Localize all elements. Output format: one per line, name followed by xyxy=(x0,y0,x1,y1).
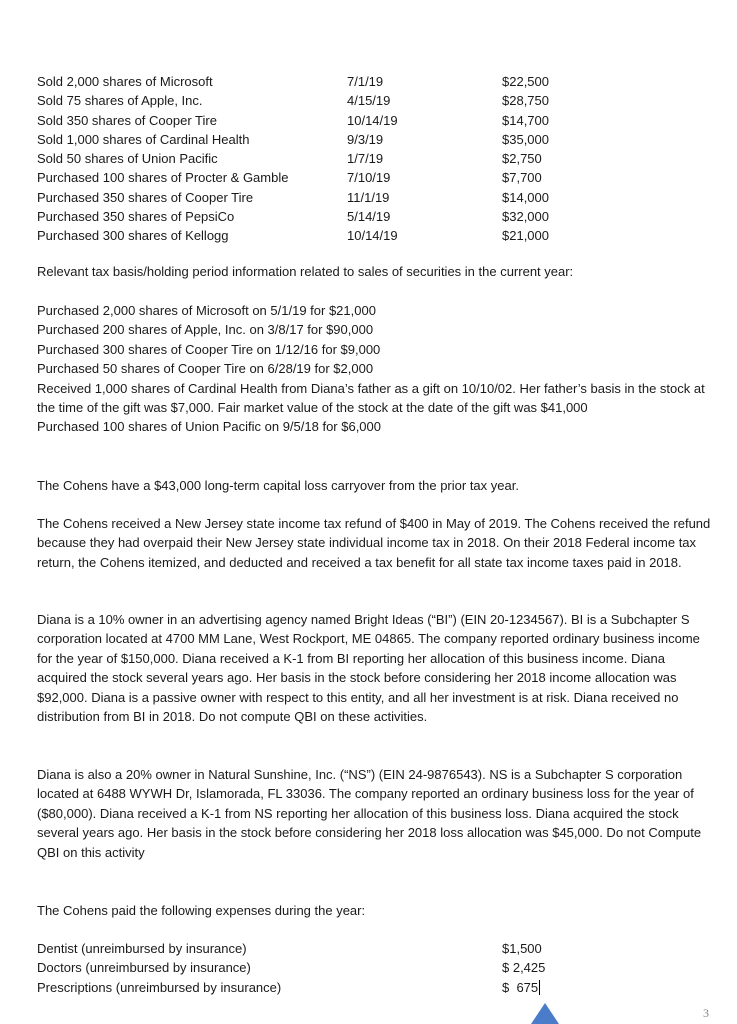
carryover-paragraph: The Cohens have a $43,000 long-term capital loss carryover from the prior tax year. xyxy=(37,478,519,493)
page-navigation-marker-icon[interactable] xyxy=(531,1003,559,1024)
expense-row xyxy=(37,939,597,958)
natural-sunshine-block xyxy=(37,765,712,862)
table-row xyxy=(37,168,597,187)
transaction-amount: $2,750 xyxy=(502,151,542,167)
table-row xyxy=(37,130,597,149)
transaction-amount: $35,000 xyxy=(502,131,549,147)
expenses-table xyxy=(37,939,597,997)
transaction-date: 10/14/19 xyxy=(347,228,398,244)
transaction-description: Purchased 350 shares of Cooper Tire xyxy=(37,189,254,205)
transaction-amount: $14,000 xyxy=(502,189,549,205)
transaction-description: Purchased 100 shares of Procter & Gamble xyxy=(37,170,289,186)
basis-line: Received 1,000 shares of Cardinal Health from Diana’s father as a gift on 10/10/02. Her father’s basis in the stock at the time of the gift was $7,000. Fair market value of the stock at the date of the gift was $41,000 xyxy=(37,380,705,416)
basis-line: Purchased 200 shares of Apple, Inc. on 3/8/17 for $90,000 xyxy=(37,322,374,338)
transaction-amount: $22,500 xyxy=(502,74,549,89)
basis-list xyxy=(37,301,712,437)
table-row xyxy=(37,207,597,226)
transaction-date: 4/15/19 xyxy=(347,93,391,109)
transaction-description: Sold 1,000 shares of Cardinal Health xyxy=(37,131,250,147)
basis-line: Purchased 100 shares of Union Pacific on 9/5/18 for $6,000 xyxy=(37,419,381,435)
expense-description: Dentist (unreimbursed by insurance) xyxy=(37,941,247,956)
transaction-description: Sold 50 shares of Union Pacific xyxy=(37,151,218,167)
transaction-description: Sold 2,000 shares of Microsoft xyxy=(37,74,213,89)
transaction-amount: $28,750 xyxy=(502,93,549,109)
basis-line: Purchased 300 shares of Cooper Tire on 1/12/16 for $9,000 xyxy=(37,341,381,357)
expense-row xyxy=(37,958,597,977)
expense-amount: $ 2,425 xyxy=(502,960,546,976)
transaction-date: 7/1/19 xyxy=(347,74,384,89)
expense-row xyxy=(37,978,597,997)
transaction-amount: $7,700 xyxy=(502,170,542,186)
expenses-heading-block xyxy=(37,901,712,920)
transaction-amount: $21,000 xyxy=(502,228,549,244)
transaction-description: Purchased 300 shares of Kellogg xyxy=(37,228,229,244)
bright-ideas-block xyxy=(37,610,712,726)
securities-transactions-table xyxy=(37,72,597,246)
bright-ideas-paragraph: Diana is a 10% owner in an advertising agency named Bright Ideas (“BI”) (EIN 20-1234567). BI is a Subchapter S corporation located at 4700 MM Lane, West Rockport, ME 04865. The company reported ordinary business income for the year of $150,000. Diana received a K-1 from BI reporting her allocation of this business income. Diana acquired the stock several years ago. Her basis in the stock before considering her 2018 income allocation was $92,000. Diana is a passive owner with respect to this entity, and all her investment is at risk. Diana received no distribution from BI in 2018. Do not compute QBI on these activities. xyxy=(37,612,700,725)
natural-sunshine-paragraph: Diana is also a 20% owner in Natural Sunshine, Inc. (“NS”) (EIN 24-9876543). NS is a Subchapter S corporation located at 6488 WYWH Dr, Islamorada, FL 33036. The company reported an ordinary business loss for the year of ($80,000). Diana received a K-1 from NS reporting her allocation of this business loss. Diana acquired the stock several years ago. Her basis in the stock before considering her 2018 loss allocation was $45,000. Do not Compute QBI on this activity xyxy=(37,767,702,860)
page-number: 3 xyxy=(703,1006,709,1020)
expenses-heading: The Cohens paid the following expenses during the year: xyxy=(37,903,366,918)
basis-line: Purchased 2,000 shares of Microsoft on 5/1/19 for $21,000 xyxy=(37,303,376,318)
expense-description: Doctors (unreimbursed by insurance) xyxy=(37,960,251,976)
transaction-date: 5/14/19 xyxy=(347,209,391,225)
basis-line: Purchased 50 shares of Cooper Tire on 6/28/19 for $2,000 xyxy=(37,361,374,377)
refund-block xyxy=(37,514,712,572)
transaction-amount: $32,000 xyxy=(502,209,549,225)
transaction-date: 10/14/19 xyxy=(347,112,398,128)
table-row xyxy=(37,226,597,245)
refund-paragraph: The Cohens received a New Jersey state income tax refund of $400 in May of 2019. The Cohens received the refund because they had overpaid their New Jersey state individual income tax in 2018. On their 2018 Federal income tax return, the Cohens itemized, and deducted and received a tax benefit for all state tax income taxes paid in 2018. xyxy=(37,516,711,570)
transaction-date: 1/7/19 xyxy=(347,151,384,167)
expense-description: Prescriptions (unreimbursed by insurance) xyxy=(37,979,282,995)
expense-amount: $1,500 xyxy=(502,941,542,956)
basis-heading-block xyxy=(37,262,712,281)
text-cursor xyxy=(539,980,540,995)
transaction-date: 7/10/19 xyxy=(347,170,391,186)
table-row xyxy=(37,149,597,168)
table-row xyxy=(37,91,597,110)
expense-amount-with-cursor[interactable] xyxy=(502,978,540,997)
transaction-date: 9/3/19 xyxy=(347,131,384,147)
transaction-description: Purchased 350 shares of PepsiCo xyxy=(37,209,235,225)
table-row xyxy=(37,188,597,207)
transaction-date: 11/1/19 xyxy=(347,189,390,205)
table-row xyxy=(37,72,597,91)
basis-heading: Relevant tax basis/holding period information related to sales of securities in the current year: xyxy=(37,264,574,279)
expense-amount: $ 675 xyxy=(502,979,539,995)
table-row xyxy=(37,111,597,130)
transaction-description: Sold 75 shares of Apple, Inc. xyxy=(37,93,203,109)
transaction-amount: $14,700 xyxy=(502,112,549,128)
carryover-block xyxy=(37,476,712,495)
transaction-description: Sold 350 shares of Cooper Tire xyxy=(37,112,217,128)
